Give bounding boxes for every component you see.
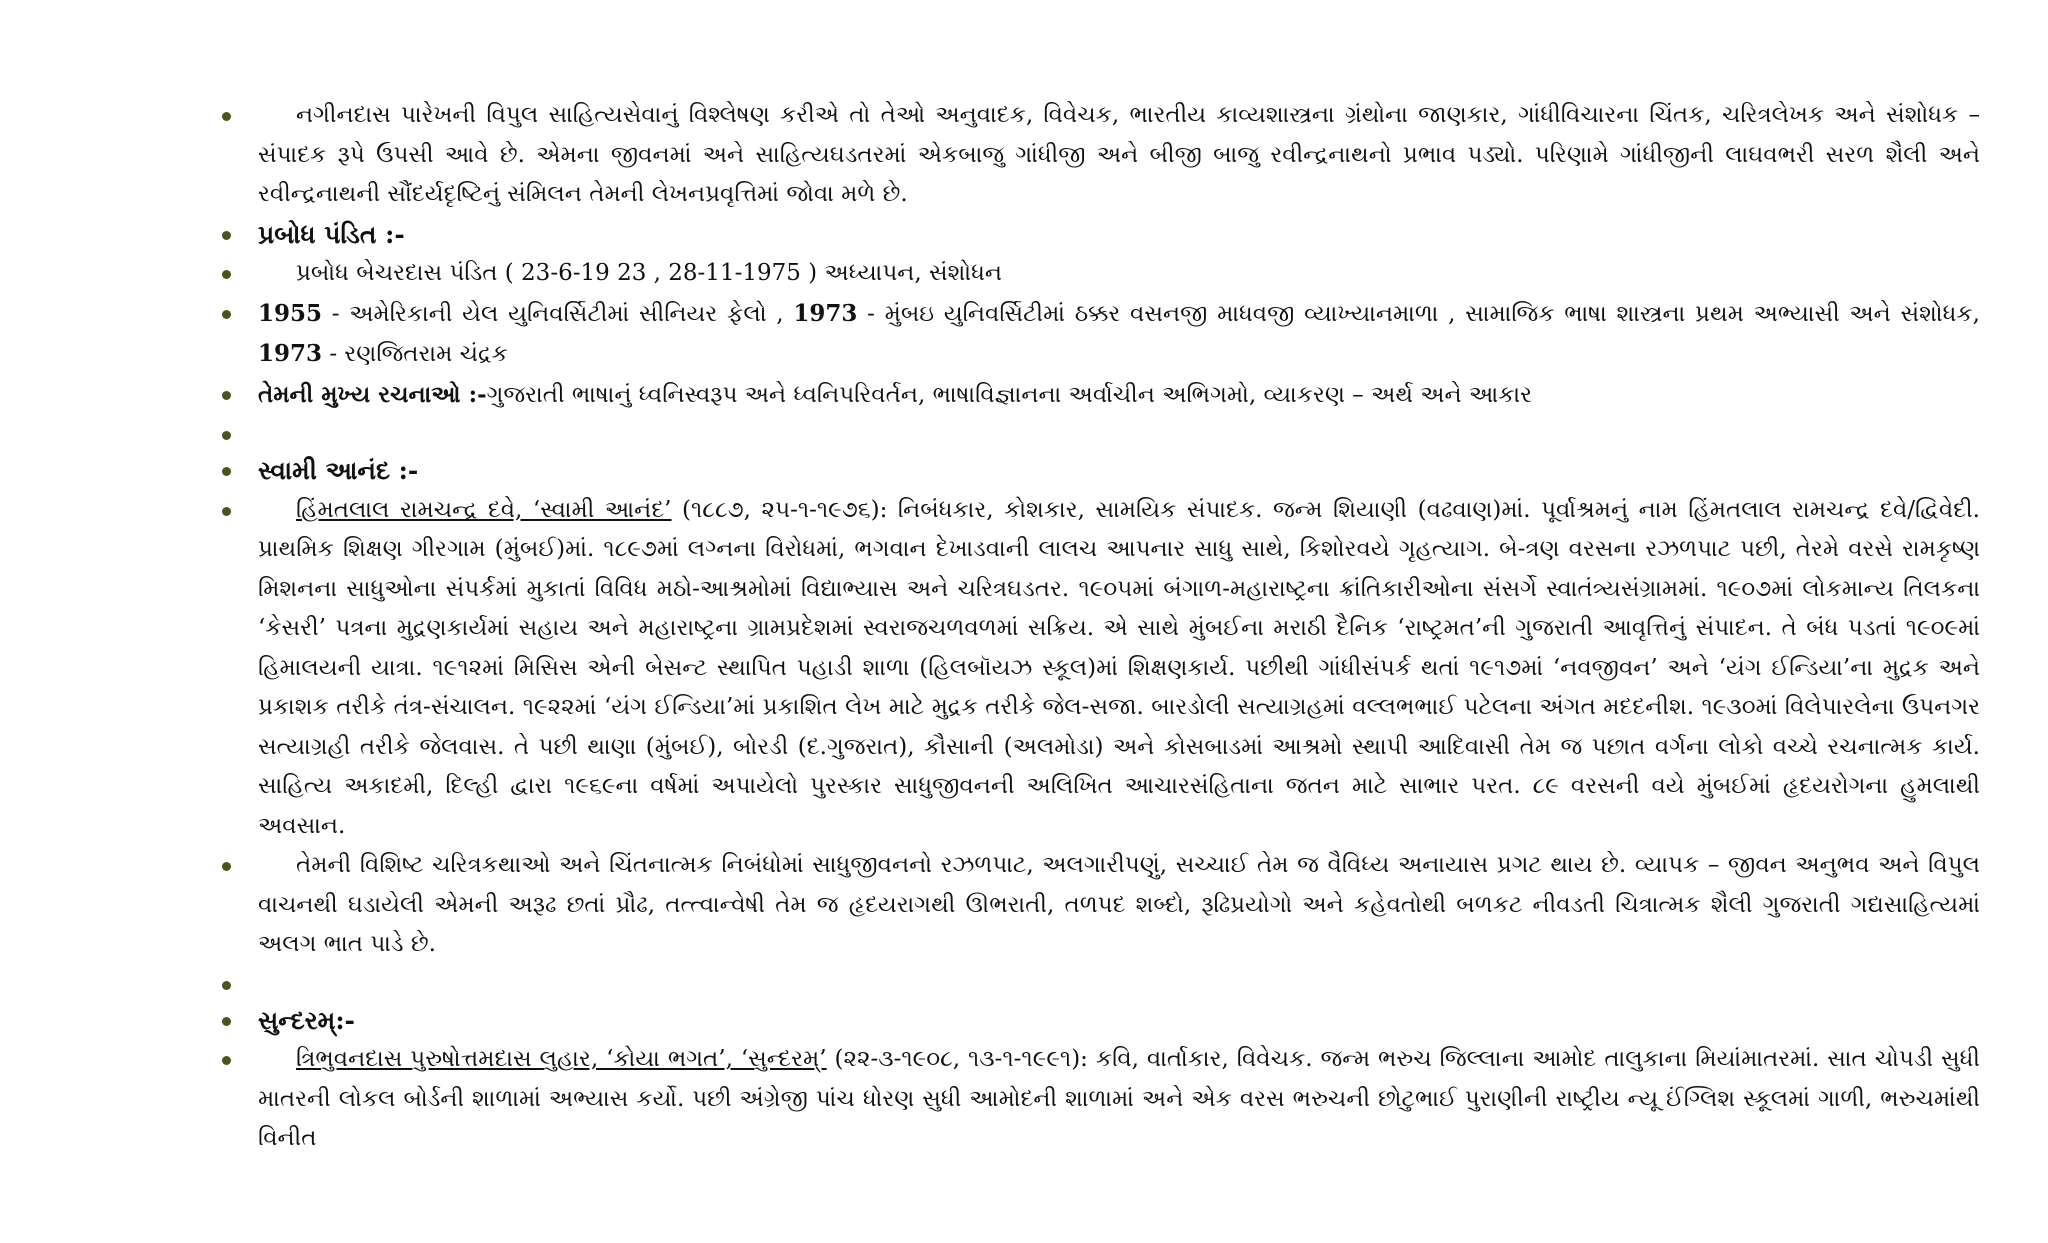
paragraph-swami-anand-bio: (૧૮૮૭, ૨૫-૧-૧૯૭૬): નિબંધકાર, કોશકાર, સામયિક સંપાદક. જન્મ શિયાણી (વઢવાણ)માં. પૂર્વાશ્રમનું નામ હિંમતલાલ રામચન્દ્ર દવે/દ્વિવેદી. પ્રાથમિક શિક્ષણ ગીરગામ (મુંબઈ)માં. ૧૮૯૭માં લગ્નના વિરોધમાં, ભગવાન દેખાડવાની લાલચ આપનાર સાધુ સાથે, કિશોરવયે ગૃહત્યાગ. બે-ત્રણ વરસના રઝળપાટ પછી, તેરમે વરસે રામકૃષ્ણ મિશનના સાધુઓના સંપર્કમાં મુકાતાં વિવિધ મઠો-આશ્રમોમાં વિદ્યાભ્યાસ અને ચરિત્રઘડતર. ૧૯૦૫માં બંગાળ-મહારાષ્ટ્રના ક્રાંતિકારીઓના સંસર્ગે સ્વાતંત્ર્યસંગ્રામમાં. ૧૯૦૭માં લોકમાન્ય તિલકના ‘કેસરી’ પત્રના મુદ્રણકાર્યમાં સહાય અને મહારાષ્ટ્રના ગ્રામપ્રદેશમાં સ્વરાજચળવળમાં સક્રિય. એ સાથે મુંબઈના મરાઠી દૈનિક ‘રાષ્ટ્રમત’ની ગુજરાતી આવૃત્તિનું સંપાદન. તે બંધ પડતાં ૧૯૦૯માં હિમાલયની યાત્રા. ૧૯૧૨માં મિસિસ એની બેસન્ટ સ્થાપિત પહાડી શાળા (હિલબૉયઝ સ્કૂલ)માં શિક્ષણકાર્ય. પછીથી ગાંધીસંપર્ક થતાં ૧૯૧૭માં ‘નવજીવન’ અને ‘યંગ ઈન્ડિયા’ના મુદ્રક અને પ્રકાશક તરીકે તંત્ર-સંચાલન. ૧૯૨૨માં ‘યંગ ઈન્ડિયા’માં પ્રકાશિત લેખ માટે મુદ્રક તરીકે જેલ-સજા. બારડોલી સત્યાગ્રહમાં વલ્લભભાઈ પટેલના અંગત મદદનીશ. ૧૯૩૦માં વિલેપારલેના ઉપનગર સત્યાગ્રહી તરીકે જેલવાસ. તે પછી થાણા (મુંબઈ), બોરડી (દ.ગુજરાત), કૌસાની (અલમોડા) અને કોસબાડમાં આશ્રમો સ્થાપી આદિવાસી તેમ જ પછાત વર્ગના લોકો વચ્ચે રચનાત્મક કાર્ય. સાહિત્ય અકાદમી, દિલ્હી દ્વારા ૧૯૬૯ના વર્ષમાં અપાયેલો પુરસ્કાર સાધુજીવનની અલિખિત આચારસંહિતાના જતન માટે સાભાર પરત. ૮૯ વરસની વયે મુંબઈમાં હૃદયરોગના હુમલાથી અવસાન. <box>258 496 1980 839</box>
paragraph-years-text-2: - મુંબઇ યુનિવર્સિટીમાં ઠક્કર વસનજી માધવજી વ્યાખ્યાનમાળા , સામાજિક ભાષા શાસ્ત્રના પ્રથમ અભ્યાસી અને સંશોધક, <box>857 300 1980 327</box>
list-item <box>222 294 1980 375</box>
paragraph-sundaram-bio: (૨૨-૩-૧૯૦૮, ૧૩-૧-૧૯૯૧): કવિ, વાર્તાકાર, વિવેચક. જન્મ ભરુચ જિલ્લાના આમોદ તાલુકાના મિયાંમાતરમાં. સાત ચોપડી સુધી માતરની લોકલ બોર્ડની શાળામાં અભ્યાસ કર્યો. પછી અંગ્રેજી પાંચ ધોરણ સુધી આમોદની શાળામાં અને એક વરસ ભરુચની છોટુભાઈ પુરાણીની રાષ્ટ્રીય ન્યૂ ઈંગ્લિશ સ્કૂલમાં ગાળી, ભરુચમાંથી વિનીત <box>258 1046 1980 1151</box>
bullet-list <box>222 96 1980 1159</box>
bullet-dot <box>222 467 231 476</box>
paragraph-nagindas: નગીનદાસ પારેખની વિપુલ સાહિત્યસેવાનું વિશ્લેષણ કરીએ તો તેઓ અનુવાદક, વિવેચક, ભારતીય કાવ્યશાસ્ત્રના ગ્રંથોના જાણકાર, ગાંધીવિચારના ચિંતક, ચરિત્રલેખક અને સંશોધક – સંપાદક રૂપે ઉપસી આવે છે. એમના જીવનમાં અને સાહિત્યઘડતરમાં એકબાજુ ગાંધીજી અને બીજી બાજુ રવીન્દ્રનાથનો પ્રભાવ પડ્યો. પરિણામે ગાંધીજીની લાઘવભરી સરળ શૈલી અને રવીન્દ્રનાથની સૌંદર્યદૃષ્ટિનું સંમિલન તેમની લેખનપ્રવૃત્તિમાં જોવા મળે છે. <box>258 102 1980 207</box>
year-1955: 1955 <box>258 299 323 327</box>
paragraph-swami-anand-style: તેમની વિશિષ્ટ ચરિત્રકથાઓ અને ચિંતનાત્મક નિબંધોમાં સાધુજીવનનો રઝળપાટ, અલગારીપણું, સચ્ચાઈ તેમ જ વૈવિધ્ય અનાયાસ પ્રગટ થાય છે. વ્યાપક – જીવન અનુભવ અને વિપુલ વાચનથી ઘડાયેલી એમની અરૂઢ છતાં પ્રૌઢ, તત્ત્વાન્વેષી તેમ જ હૃદયરાગથી ઊભરાતી, તળપદ શબ્દો, રૂઢિપ્રયોગો અને કહેવતોથી બળકટ નીવડતી ચિત્રાત્મક શૈલી ગુજરાતી ગદ્યસાહિત્યમાં અલગ ભાત પાડે છે. <box>258 852 1980 957</box>
list-item <box>222 1040 1980 1159</box>
swami-anand-name: હિંમતલાલ રામચન્દ્ર દવે, ‘સ્વામી આનંદ’ <box>296 496 672 523</box>
list-item <box>222 254 1980 294</box>
heading-sundaram: સુન્દરમ્:- <box>258 1005 355 1035</box>
list-item <box>222 846 1980 965</box>
year-1973-b: 1973 <box>258 340 323 367</box>
list-item <box>222 375 1980 416</box>
heading-prabodh-pandit: પ્રબોધ પંડિત :- <box>258 219 405 249</box>
paragraph-prabodh-dates: પ્રબોધ બેચરદાસ પંડિત ( 23-6-19 23 , 28-11-1975 ) અધ્યાપન, સંશોધન <box>296 260 1003 286</box>
list-item <box>222 491 1980 847</box>
paragraph-years-text-1: - અમેરિકાની યેલ યુનિવર્સિટીમાં સીનિયર ફેલો , <box>322 300 794 327</box>
list-item-empty <box>222 965 1980 1001</box>
list-item <box>222 451 1980 491</box>
bullet-dot <box>222 112 231 121</box>
list-item <box>222 215 1980 255</box>
bullet-dot <box>222 431 231 440</box>
bullet-dot <box>222 270 231 279</box>
works-label: તેમની મુખ્ય રચનાઓ :- <box>258 380 487 408</box>
bullet-dot <box>222 310 231 319</box>
bullet-dot <box>222 231 231 240</box>
year-1973-a: 1973 <box>793 299 858 327</box>
paragraph-years-text-3: - રણજિતરામ ચંદ્રક <box>322 341 508 367</box>
bullet-dot <box>222 391 231 400</box>
bullet-dot <box>222 862 231 871</box>
list-item <box>222 96 1980 215</box>
bullet-dot <box>222 1056 231 1065</box>
sundaram-name: ત્રિભુવનદાસ પુરુષોત્તમદાસ લુહાર, ‘કોયા ભગત’, ‘સુન્દરમ્’ <box>296 1046 827 1072</box>
bullet-dot <box>222 507 231 516</box>
works-text: ગુજરાતી ભાષાનું ધ્વનિસ્વરૂપ અને ધ્વનિપરિવર્તન, ભાષાવિજ્ઞાનના અર્વાચીન અભિગમો, વ્યાકરણ – અર્થ અને આકાર <box>486 381 1533 408</box>
bullet-dot <box>222 981 231 990</box>
list-item-empty <box>222 415 1980 451</box>
heading-swami-anand: સ્વામી આનંદ :- <box>258 456 419 485</box>
list-item <box>222 1001 1980 1041</box>
bullet-dot <box>222 1017 231 1026</box>
